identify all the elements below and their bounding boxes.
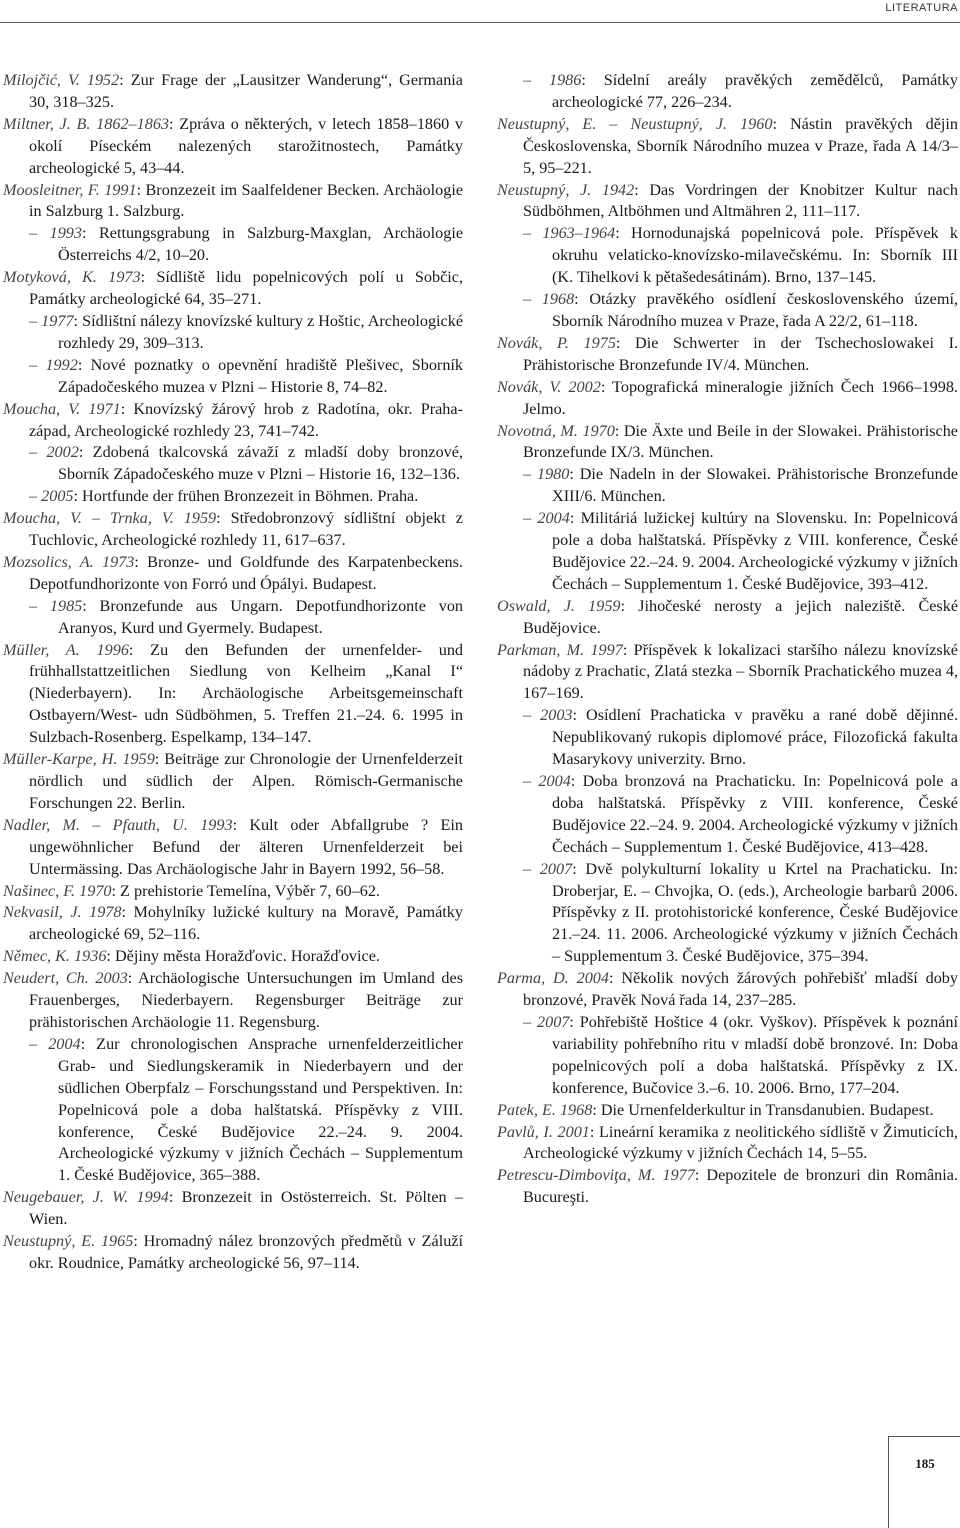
entry-text: : Osídlení Prachaticka v pravěku a rané době dějinné. Nepublikovaný rukopis diplomové práce, Filozofická fakulta Masarykovy univerzity. Brno. bbox=[552, 706, 958, 769]
entry-text: : Bronzezeit im Saalfeldener Becken. Archäologie in Salzburg 1. Salzburg. bbox=[29, 180, 464, 221]
entry-author: – bbox=[523, 772, 532, 790]
entry-text: : Rettungsgrabung in Salzburg-Maxglan, Archäologie Österreichs 4/2, 10–20. bbox=[58, 224, 463, 265]
bibliography-entry bbox=[3, 399, 463, 443]
header-rule bbox=[0, 22, 960, 23]
entry-year: 1942 bbox=[601, 180, 635, 199]
entry-author: – bbox=[523, 224, 532, 243]
bibliography-entry bbox=[497, 1122, 958, 1166]
entry-text: : Zur Frage der „Lausitzer Wanderung“, Germania 30, 318–325. bbox=[29, 71, 463, 111]
entry-text: : Dějiny města Horažďovic. Horažďovice. bbox=[106, 947, 380, 966]
entry-year: 1959 bbox=[588, 596, 621, 615]
entry-year: 1968 bbox=[541, 290, 575, 309]
entry-text: : Pohřebiště Hoštice 4 (okr. Vyškov). Příspěvek k poznání variability pohřebního ritu v mladší době bronzové. In: Doba popelnicových polí a doba halštatská. Příspěvky z IX. konference, Bučovice 3.–6. 10. 2006. Brno, 177–204. bbox=[552, 1012, 959, 1097]
entry-text: : Bronzezeit in Ostösterreich. St. Pölten – Wien. bbox=[29, 1188, 464, 1229]
entry-author: Němec, K. bbox=[3, 947, 70, 966]
entry-author: – bbox=[523, 1012, 532, 1031]
entry-year: 1986 bbox=[548, 71, 582, 89]
entry-author: Moucha, V. bbox=[3, 399, 81, 418]
entry-text: : Příspěvek k lokalizaci staršího nálezu knovízské nádoby z Prachatic, Zlatá stezka – Sborník Prachatického muzea 4, 167–169. bbox=[523, 640, 958, 703]
bibliography-subentry bbox=[497, 771, 958, 859]
bibliography-entry bbox=[3, 1187, 463, 1231]
entry-author: Patek, E. bbox=[497, 1100, 556, 1119]
entry-author: Parma, D. bbox=[497, 969, 569, 988]
entry-author: – bbox=[29, 355, 38, 374]
bibliography-entry bbox=[3, 968, 463, 1034]
bibliography-entry bbox=[497, 1165, 958, 1209]
bibliography-subentry bbox=[3, 1034, 463, 1187]
bibliography-entry bbox=[3, 180, 463, 224]
entry-author: – bbox=[523, 71, 532, 89]
entry-author: – bbox=[523, 509, 532, 528]
entry-author: Neudert, Ch. bbox=[3, 969, 89, 988]
entry-text: : Kult oder Abfallgrube ? Ein ungewöhnlicher Befund der älteren Urnenfelderzeit bei Untermässing. Das Archäologische Jahr in Bayern 1992, 56–58. bbox=[29, 815, 463, 878]
entry-text: : Zur chronologischen Ansprache urnenfelderzeitlicher Grab- und Siedlungskeramik in Niederbayern und der südlichen Oberpfalz – Forschungsstand und Perspektiven. In: Popelnicová pole a doba halštatská. Příspěvky z VIII. konference, České Budějovice 22.–24. 9. 2004. Archeologické výzkumy v jižních Čechách – Supplementum 1. České Budějovice, 365–388. bbox=[58, 1034, 463, 1185]
entry-year: 1997 bbox=[590, 640, 623, 659]
entry-text: : Sídliště lidu popelnicových polí u Sobčic, Památky archeologické 64, 35–271. bbox=[29, 268, 463, 309]
bibliography-subentry bbox=[497, 1012, 958, 1100]
entry-year: 1977 bbox=[662, 1166, 695, 1185]
entry-year: 2001 bbox=[557, 1122, 590, 1141]
entry-text: : Hornodunajská popelnicová pole. Příspěvek k okruhu velaticko-knovízsko-milavečskému. In: Sborník III (K. Tihelkovi k pětašedesátinám). Brno, 137–145. bbox=[552, 224, 958, 287]
entry-year: 1959 bbox=[122, 750, 155, 769]
entry-text: : Lineární keramika z neolitického sídliště v Žimuticích, Archeologické výzkumy v jižních Čechách 14, 5–55. bbox=[523, 1122, 959, 1163]
bibliography-subentry bbox=[3, 355, 463, 399]
entry-year: 2003 bbox=[540, 706, 573, 725]
bibliography-entry bbox=[3, 749, 463, 815]
bibliography-entry bbox=[3, 815, 463, 881]
entry-author: Moucha, V. – Trnka, V. bbox=[3, 509, 174, 528]
left-column bbox=[3, 70, 463, 1275]
bibliography-entry bbox=[3, 640, 463, 750]
entry-text: : Z prehistorie Temelína, Výběr 7, 60–62. bbox=[111, 881, 380, 900]
bibliography-entry bbox=[3, 881, 463, 903]
entry-author: – bbox=[29, 487, 38, 506]
entry-text: : Bronze- und Goldfunde des Karpatenbeckens. Depotfundhorizonte von Forró und Ópályi. Budapest. bbox=[29, 552, 463, 593]
bibliography-entry bbox=[497, 421, 958, 465]
entry-text: : Beiträge zur Chronologie der Urnenfelderzeit nördlich und südlich der Alpen. Römisch-Germanische Forschungen 22. Berlin. bbox=[29, 750, 463, 812]
bibliography-subentry bbox=[497, 289, 958, 333]
entry-author: Milojčić, V. bbox=[3, 71, 80, 89]
entry-text: : Zdobená tkalcovská závaží z mladší doby bronzové, Sborník Západočeského muze v Plzni – Historie 16, 132–136. bbox=[58, 443, 463, 484]
bibliography-entry bbox=[497, 968, 958, 1012]
entry-author: Neugebauer, J. W. bbox=[3, 1188, 129, 1207]
entry-author: – bbox=[523, 859, 532, 878]
entry-author: Petrescu-Dimboviţa, M. bbox=[497, 1166, 656, 1185]
entry-text: : Militáriá lužickej kultúry na Slovensku. In: Popelnicová pole a doba halštatská. Příspěvky z VIII. konference, České Budějovice 22.–24. 9. 2004. Archeologické výzkumy v jižních Čechách – Supplementum 1. České Budějovice, 393–412. bbox=[552, 509, 958, 593]
entry-text: : Hortfunde der frühen Bronzezeit in Böhmen. Praha. bbox=[73, 487, 419, 506]
entry-year: 1992 bbox=[45, 355, 78, 374]
bibliography-entry bbox=[3, 267, 463, 311]
entry-year: 1862–1863 bbox=[96, 114, 169, 133]
entry-year: 2007 bbox=[539, 859, 573, 878]
bibliography-subentry bbox=[497, 464, 958, 508]
entry-year: 2003 bbox=[95, 969, 128, 988]
entry-text: : Nástin pravěkých dějin Československa, Sborník Národního muzea v Praze, řada A 14/3–5, 95–221. bbox=[523, 114, 959, 177]
entry-text: : Středobronzový sídlištní objekt z Tuchlovic, Archeologické rozhledy 11, 617–637. bbox=[29, 509, 463, 550]
entry-year: 1994 bbox=[136, 1188, 169, 1207]
entry-text: : Jihočeské nerosty a jejich naleziště. České Budějovice. bbox=[523, 596, 959, 637]
entry-author: – bbox=[29, 1034, 38, 1053]
entry-year: 2002 bbox=[46, 443, 79, 462]
entry-author: – bbox=[29, 596, 38, 615]
entry-author: – bbox=[29, 311, 38, 330]
entry-year: 1965 bbox=[100, 1232, 134, 1251]
bibliography-entry bbox=[3, 1231, 463, 1275]
bibliography-entry bbox=[497, 114, 958, 180]
bibliography-subentry bbox=[497, 223, 958, 289]
entry-year: 1975 bbox=[583, 333, 616, 352]
bibliography-entry bbox=[3, 70, 463, 114]
entry-text: : Hromadný nález bronzových předmětů v Záluží okr. Roudnice, Památky archeologické 56, 97–114. bbox=[29, 1232, 463, 1272]
bibliography-entry bbox=[3, 902, 463, 946]
entry-author: – bbox=[523, 706, 532, 725]
bibliography-subentry bbox=[497, 508, 958, 596]
bibliography-subentry bbox=[497, 705, 958, 771]
entry-author: Oswald, J. bbox=[497, 596, 575, 615]
entry-author: – bbox=[29, 443, 38, 462]
entry-year: 1973 bbox=[108, 268, 141, 287]
entry-author: – bbox=[523, 465, 532, 484]
entry-year: 1960 bbox=[740, 114, 773, 133]
entry-year: 2004 bbox=[537, 509, 570, 528]
entry-year: 1977 bbox=[41, 311, 74, 330]
entry-author: Mozsolics, A. bbox=[3, 552, 94, 571]
entry-text: : Zu den Befunden der urnenfelder- und frühhallstattzeitlichen Siedlung von Kelheim „Kanal I“ (Niederbayern). In: Archäologische Arbeitsgemeinschaft Ostbayern/West- udn Südböhmen, 5. Treffen 21.–24. 6. 1995 in Sulzbach-Rosenberg. Espelkamp, 134–147. bbox=[29, 640, 464, 747]
bibliography-entry bbox=[497, 640, 958, 706]
bibliography-entry bbox=[3, 946, 463, 968]
entry-author: Müller, A. bbox=[3, 640, 80, 659]
entry-author: – bbox=[523, 290, 532, 309]
bibliography-subentry bbox=[3, 486, 463, 508]
entry-year: 1996 bbox=[96, 640, 129, 659]
entry-year: 1952 bbox=[86, 71, 120, 89]
entry-text: : Nové poznatky o opevnění hradiště Plešivec, Sborník Západočeského muzea v Plzni – Historie 8, 74–82. bbox=[58, 355, 464, 396]
entry-year: 1993 bbox=[49, 224, 82, 243]
entry-text: : Topografická mineralogie jižních Čech 1966–1998. Jelmo. bbox=[523, 377, 959, 418]
bibliography-entry bbox=[3, 552, 463, 596]
entry-year: 1936 bbox=[74, 947, 107, 966]
entry-year: 1970 bbox=[79, 881, 112, 900]
entry-text: : Die Äxte und Beile in der Slowakei. Prähistorische Bronzefunde IX/3. München. bbox=[523, 421, 958, 462]
entry-author: Nekvasil, J. bbox=[3, 903, 82, 922]
entry-author: – bbox=[29, 224, 38, 243]
bibliography-subentry bbox=[497, 70, 958, 114]
page-number: 185 bbox=[915, 1456, 935, 1471]
entry-author: Pavlů, I. bbox=[497, 1122, 553, 1141]
entry-author: Parkman, M. bbox=[497, 640, 585, 659]
entry-year: 1985 bbox=[49, 596, 83, 615]
bibliography-entry bbox=[497, 180, 958, 224]
entry-text: : Sídlištní nálezy knovízské kultury z Hoštic, Archeologické rozhledy 29, 309–313. bbox=[58, 311, 464, 352]
entry-text: : Dvě polykulturní lokality u Krtel na Prachaticku. In: Droberjar, E. – Chvojka, O. (eds.), Archeologie barbarů 2006. Příspěvky z II. protohistorické konference, České Budějovice 21.–24. 11. 2006. Archeologické výzkumy v jižních Čechách – Supplementum 3. České Budějovice, 375–394. bbox=[552, 859, 959, 966]
entry-author: Našinec, F. bbox=[3, 881, 76, 900]
entry-text: : Die Nadeln in der Slowakei. Prähistorische Bronzefunde XIII/6. München. bbox=[552, 465, 959, 506]
entry-text: : Depozitele de bronzuri din România. Bucureşti. bbox=[523, 1166, 959, 1207]
entry-text: : Die Schwerter in der Tschechoslowakei I. Prähistorische Bronzefunde IV/4. München. bbox=[523, 333, 959, 374]
entry-year: 1968 bbox=[559, 1100, 593, 1119]
entry-author: Neustupný, J. bbox=[497, 180, 592, 199]
entry-author: Müller-Karpe, H. bbox=[3, 750, 118, 769]
right-column bbox=[497, 70, 958, 1209]
entry-text: : Doba bronzová na Prachaticku. In: Popelnicová pole a doba halštatská. Příspěvky z VIII. konference, České Budějovice 22.–24. 9. 2004. Archeologické výzkumy v jižních Čechách – Supplementum 1. České Budějovice, 413–428. bbox=[552, 772, 958, 856]
entry-author: Nadler, M. – Pfauth, U. bbox=[3, 815, 188, 834]
bibliography-subentry bbox=[3, 442, 463, 486]
entry-author: Neustupný, E. – Neustupný, J. bbox=[497, 114, 728, 133]
entry-year: 1993 bbox=[200, 815, 233, 834]
entry-year: 1973 bbox=[102, 552, 135, 571]
entry-year: 2002 bbox=[568, 377, 601, 396]
entry-year: 1971 bbox=[88, 399, 121, 418]
entry-year: 1991 bbox=[104, 180, 137, 199]
entry-text: : Několik nových žárových pohřebišť mladší doby bronzové, Pravěk Nová řada 14, 237–285. bbox=[523, 969, 958, 1010]
entry-year: 2005 bbox=[41, 487, 74, 506]
entry-author: Novák, P. bbox=[497, 333, 569, 352]
page-number-box bbox=[888, 1436, 960, 1528]
running-head: LITERATURA bbox=[885, 2, 958, 14]
entry-year: 1980 bbox=[536, 465, 570, 484]
entry-year: 2007 bbox=[537, 1012, 570, 1031]
entry-author: Neustupný, E. bbox=[3, 1232, 96, 1251]
bibliography-entry bbox=[3, 114, 463, 180]
entry-author: Moosleitner, F. bbox=[3, 180, 100, 199]
bibliography-subentry bbox=[3, 223, 463, 267]
entry-text: : Das Vordringen der Knobitzer Kultur nach Südböhmen, Altböhmen und Altmähren 2, 111–117. bbox=[523, 180, 958, 221]
entry-text: : Archäologische Untersuchungen im Umland des Frauenberges, Niederbayern. Regensburger Beiträge zur prähistorischen Archäologie 11. Regensburg. bbox=[29, 969, 464, 1031]
entry-text: : Zpráva o některých, v letech 1858–1860 v okolí Píseckém nalezených starožitnostech, Památky archeologické 5, 43–44. bbox=[29, 114, 464, 177]
bibliography-entry bbox=[497, 596, 958, 640]
entry-text: : Mohylníky lužické kultury na Moravě, Památky archeologické 69, 52–116. bbox=[29, 903, 463, 944]
bibliography-subentry bbox=[3, 311, 463, 355]
bibliography-entry bbox=[497, 333, 958, 377]
entry-text: : Otázky pravěkého osídlení československého území, Sborník Národního muzea v Praze, řada A 22/2, 61–118. bbox=[552, 290, 958, 330]
entry-year: 2004 bbox=[576, 969, 609, 988]
bibliography-entry bbox=[497, 377, 958, 421]
bibliography-entry bbox=[497, 1100, 958, 1122]
bibliography-entry bbox=[3, 508, 463, 552]
entry-year: 2004 bbox=[48, 1034, 81, 1053]
entry-author: Motyková, K. bbox=[3, 268, 97, 287]
entry-author: Miltner, J. B. bbox=[3, 114, 91, 133]
entry-year: 1963–1964 bbox=[542, 224, 616, 243]
entry-text: : Knovízský žárový hrob z Radotína, okr. Praha-západ, Archeologické rozhledy 23, 741–742. bbox=[29, 399, 463, 440]
entry-author: Novák, V. bbox=[497, 377, 562, 396]
entry-year: 1970 bbox=[582, 421, 615, 440]
entry-year: 1978 bbox=[89, 903, 122, 922]
entry-text: : Bronzefunde aus Ungarn. Depotfundhorizonte von Aranyos, Kurd und Gyermely. Budapest. bbox=[58, 596, 464, 637]
bibliography-subentry bbox=[3, 596, 463, 640]
entry-year: 1959 bbox=[183, 509, 217, 528]
entry-text: : Sídelní areály pravěkých zemědělců, Památky archeologické 77, 226–234. bbox=[552, 71, 958, 111]
entry-author: Novotná, M. bbox=[497, 421, 578, 440]
bibliography-subentry bbox=[497, 859, 958, 969]
entry-text: : Die Urnenfelderkultur in Transdanubien. Budapest. bbox=[592, 1100, 934, 1119]
entry-year: 2004 bbox=[538, 772, 571, 790]
